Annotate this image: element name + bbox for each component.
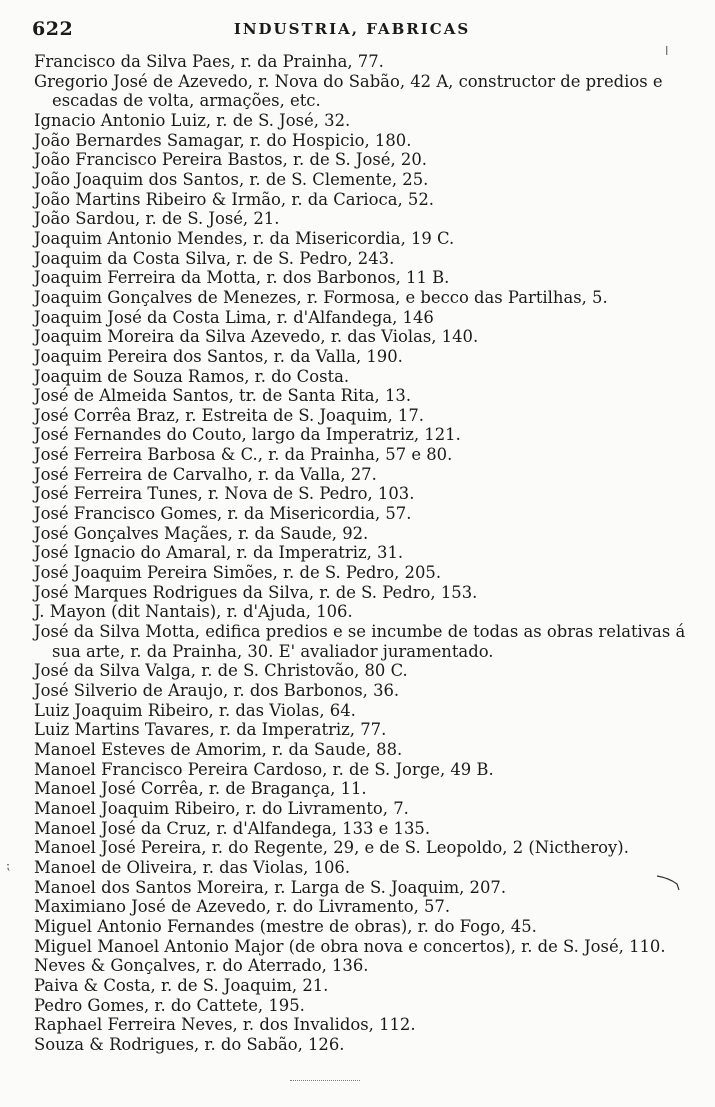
entry-line: Manoel José da Cruz, r. d'Alfandega, 133 e 135. (34, 818, 431, 838)
directory-entries (34, 52, 684, 1054)
entry-line: Joaquim Antonio Mendes, r. da Misericordia, 19 C. (34, 228, 455, 248)
directory-entry (34, 661, 684, 681)
entry-line: Joaquim Gonçalves de Menezes, r. Formosa, e becco das Partilhas, 5. (34, 287, 608, 307)
entry-line: José Silverio de Araujo, r. dos Barbonos, 36. (34, 681, 400, 700)
entry-line: João Bernardes Samagar, r. do Hospicio, 180. (34, 130, 412, 150)
entry-line: José Ignacio do Amaral, r. da Imperatriz, 31. (34, 543, 404, 563)
entry-line: J. Mayon (dit Nantais), r. d'Ajuda, 106. (34, 602, 353, 622)
directory-entry (34, 465, 684, 485)
entry-line: José Gonçalves Maçães, r. da Saude, 92. (34, 523, 369, 543)
entry-line: José Ferreira Barbosa & C., r. da Prainha, 57 e 80. (34, 445, 453, 465)
directory-entry (34, 799, 684, 819)
directory-entry (34, 268, 684, 288)
entry-line: João Joaquim dos Santos, r. de S. Clemente, 25. (34, 169, 429, 189)
entry-line: Souza & Rodrigues, r. do Sabão, 126. (34, 1034, 345, 1054)
margin-mark: ǀ (665, 44, 669, 58)
entry-line: Manoel José Corrêa, r. de Bragança, 11. (34, 779, 367, 799)
margin-mark: ⁏ (6, 858, 11, 872)
directory-entry (34, 976, 684, 996)
directory-entry (34, 602, 684, 622)
directory-entry (34, 131, 684, 151)
directory-entry (34, 779, 684, 799)
entry-line: João Francisco Pereira Bastos, r. de S. José, 20. (34, 150, 427, 170)
directory-entry (34, 917, 684, 937)
directory-entry (34, 720, 684, 740)
entry-line: Manoel Esteves de Amorim, r. da Saude, 88. (34, 739, 403, 759)
directory-entry (34, 681, 684, 701)
entry-line: José Joaquim Pereira Simões, r. de S. Pedro, 205. (34, 563, 442, 583)
directory-entry (34, 150, 684, 170)
entry-line: Joaquim da Costa Silva, r. de S. Pedro, 243. (34, 248, 395, 268)
directory-entry (34, 543, 684, 563)
directory-entry (34, 425, 684, 445)
directory-entry (34, 838, 684, 858)
entry-line: Joaquim de Souza Ramos, r. do Costa. (34, 366, 350, 386)
directory-entry (34, 347, 684, 367)
entry-line: Francisco da Silva Paes, r. da Prainha, 77. (34, 52, 384, 71)
entry-continuation-line: escadas de volta, armações, etc. (52, 91, 321, 111)
entry-line: Joaquim Ferreira da Motta, r. dos Barbonos, 11 B. (34, 268, 450, 288)
entry-line: Paiva & Costa, r. de S. Joaquim, 21. (34, 975, 329, 995)
directory-entry (34, 52, 684, 72)
entry-line: José Francisco Gomes, r. da Misericordia, 57. (34, 504, 412, 524)
directory-entry (34, 583, 684, 603)
entry-line: Luiz Joaquim Ribeiro, r. das Violas, 64. (34, 700, 356, 720)
entry-line: Miguel Manoel Antonio Major (de obra nova e concertos), r. de S. José, 110. (34, 936, 666, 956)
directory-entry (34, 327, 684, 347)
directory-entry (34, 445, 684, 465)
directory-entry (34, 288, 684, 308)
page-number: 622 (32, 18, 74, 40)
entry-line: Manoel de Oliveira, r. das Violas, 106. (34, 857, 351, 877)
directory-entry (34, 386, 684, 406)
entry-line: Joaquim Pereira dos Santos, r. da Valla, 190. (34, 346, 403, 366)
footer-mark (290, 1080, 360, 1083)
entry-line: José Fernandes do Couto, largo da Imperatriz, 121. (34, 425, 461, 445)
directory-entry (34, 937, 684, 957)
entry-line: Manoel Francisco Pereira Cardoso, r. de S. Jorge, 49 B. (34, 759, 494, 779)
entry-line: José Marques Rodrigues da Silva, r. de S. Pedro, 153. (34, 582, 478, 602)
running-head: INDUSTRIA, FABRICAS (233, 20, 471, 38)
entry-continuation-line: sua arte, r. da Prainha, 30. E' avaliador juramentado. (52, 641, 494, 661)
directory-entry (34, 760, 684, 780)
directory-entry (34, 524, 684, 544)
entry-line: Pedro Gomes, r. do Cattete, 195. (34, 995, 305, 1015)
directory-entry (34, 1015, 684, 1035)
entry-line: Manoel dos Santos Moreira, r. Larga de S. Joaquim, 207. (34, 877, 507, 897)
directory-entry (34, 1035, 684, 1055)
directory-entry (34, 72, 684, 111)
entry-line: Manoel José Pereira, r. do Regente, 29, e de S. Leopoldo, 2 (Nictheroy). (34, 838, 629, 858)
directory-entry (34, 504, 684, 524)
entry-line: José da Silva Motta, edifica predios e se incumbe de todas as obras relativas á (34, 622, 686, 642)
directory-entry (34, 858, 684, 878)
directory-entry (34, 484, 684, 504)
entry-line: José da Silva Valga, r. de S. Christovão, 80 C. (34, 661, 408, 681)
entry-line: José Ferreira de Carvalho, r. da Valla, 27. (34, 464, 377, 484)
directory-entry (34, 878, 684, 898)
directory-entry (34, 740, 684, 760)
page-header (32, 18, 672, 44)
directory-entry (34, 563, 684, 583)
entry-line: José de Almeida Santos, tr. de Santa Rita, 13. (34, 386, 412, 406)
entry-line: Neves & Gonçalves, r. do Aterrado, 136. (34, 956, 369, 976)
entry-line: Gregorio José de Azevedo, r. Nova do Sabão, 42 A, constructor de predios e (34, 71, 663, 91)
entry-line: Ignacio Antonio Luiz, r. de S. José, 32. (34, 110, 351, 130)
directory-entry (34, 622, 684, 661)
directory-entry (34, 701, 684, 721)
directory-entry (34, 170, 684, 190)
entry-line: Luiz Martins Tavares, r. da Imperatriz, 77. (34, 720, 387, 740)
entry-line: José Ferreira Tunes, r. Nova de S. Pedro, 103. (34, 484, 415, 504)
directory-entry (34, 819, 684, 839)
entry-line: Miguel Antonio Fernandes (mestre de obras), r. do Fogo, 45. (34, 916, 537, 936)
entry-line: José Corrêa Braz, r. Estreita de S. Joaquim, 17. (34, 405, 424, 425)
entry-line: João Martins Ribeiro & Irmão, r. da Carioca, 52. (34, 189, 434, 209)
directory-entry (34, 111, 684, 131)
directory-entry (34, 209, 684, 229)
directory-entry (34, 308, 684, 328)
entry-line: Manoel Joaquim Ribeiro, r. do Livramento, 7. (34, 798, 409, 818)
directory-entry (34, 229, 684, 249)
directory-entry (34, 367, 684, 387)
directory-entry (34, 406, 684, 426)
entry-line: Joaquim José da Costa Lima, r. d'Alfandega, 146 (34, 307, 434, 327)
directory-entry (34, 897, 684, 917)
entry-line: Joaquim Moreira da Silva Azevedo, r. das Violas, 140. (34, 327, 479, 347)
entry-line: Maximiano José de Azevedo, r. do Livramento, 57. (34, 897, 451, 917)
directory-entry (34, 956, 684, 976)
margin-tick (655, 872, 685, 892)
entry-line: Raphael Ferreira Neves, r. dos Invalidos, 112. (34, 1015, 416, 1035)
directory-entry (34, 249, 684, 269)
directory-entry (34, 996, 684, 1016)
directory-entry (34, 190, 684, 210)
entry-line: João Sardou, r. de S. José, 21. (34, 209, 280, 229)
